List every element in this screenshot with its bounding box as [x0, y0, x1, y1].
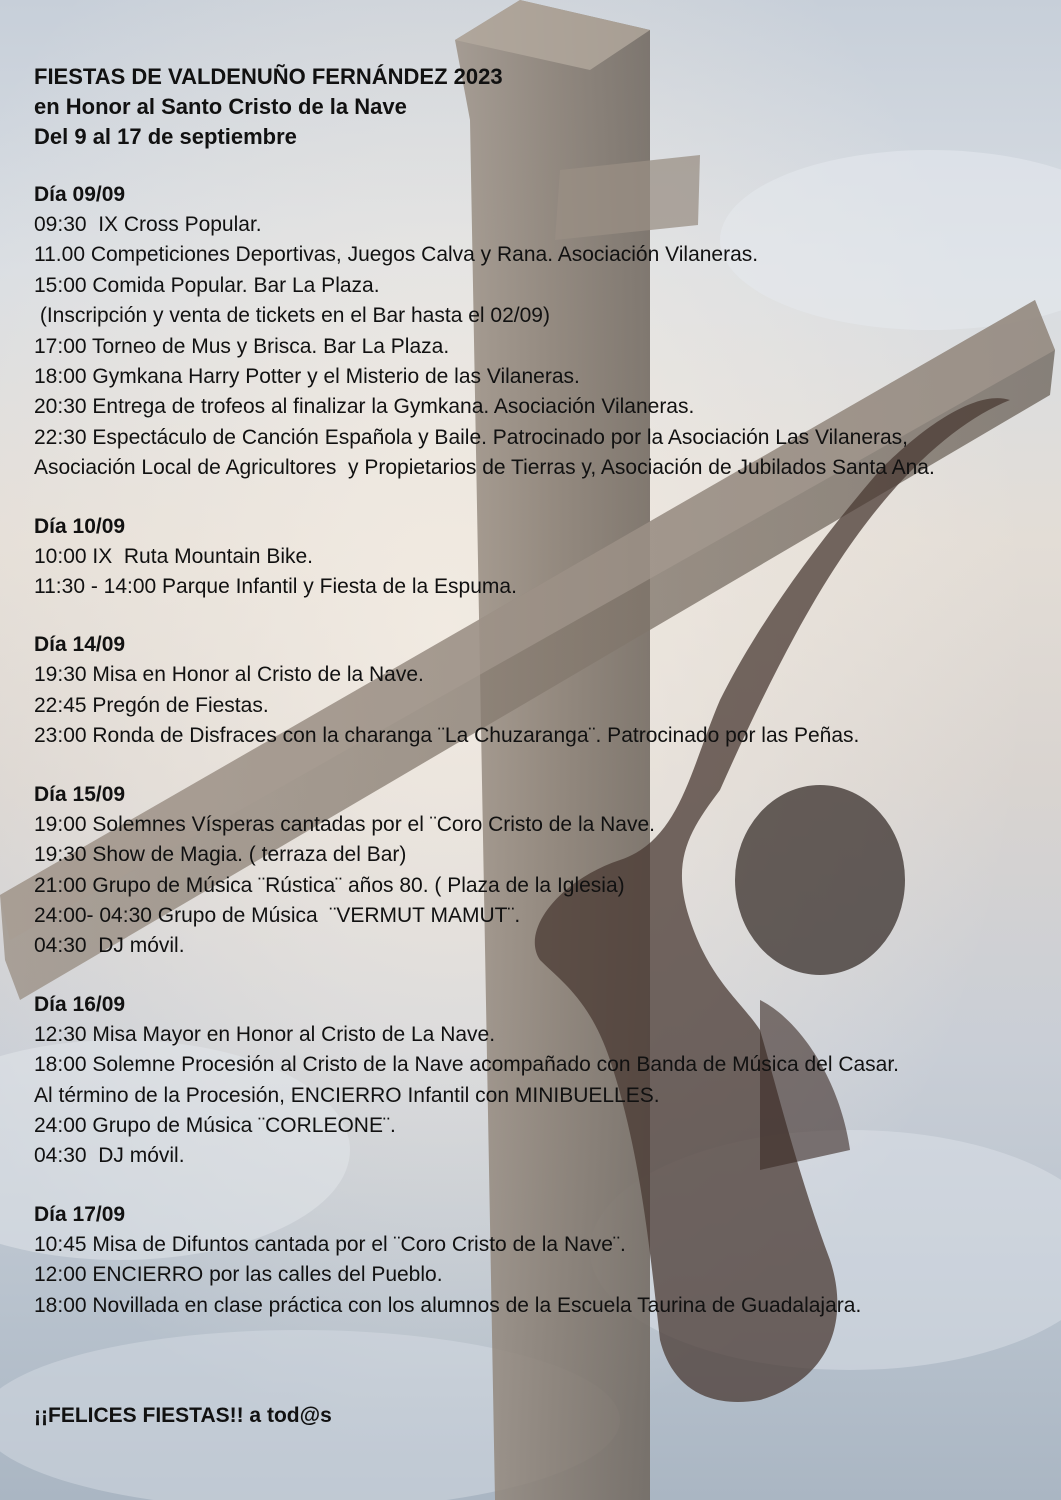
day-heading: Día 17/09 [34, 1202, 126, 1226]
event-title: FIESTAS DE VALDENUÑO FERNÁNDEZ 2023 [34, 64, 503, 89]
schedule-line: 18:00 Gymkana Harry Potter y el Misterio de las Vilaneras. [34, 365, 580, 389]
day-section-1709 [34, 1200, 1044, 1321]
day-heading: Día 09/09 [34, 183, 126, 206]
day-heading: Día 10/09 [34, 514, 126, 538]
schedule-line: 24:00 Grupo de Música ¨CORLEONE¨. [34, 1113, 396, 1137]
schedule-line: 10:00 IX Ruta Mountain Bike. [34, 544, 313, 568]
schedule-line: 22:45 Pregón de Fiestas. [34, 693, 269, 717]
schedule-line: 23:00 Ronda de Disfraces con la charanga ¨La Chuzaranga¨. Patrocinado por las Peñas. [34, 724, 860, 748]
closing-greeting: ¡¡FELICES FIESTAS!! a tod@s [34, 1404, 332, 1427]
schedule-line: 24:00- 04:30 Grupo de Música ¨VERMUT MAMUT¨. [34, 903, 521, 927]
schedule-line: 11.00 Competiciones Deportivas, Juegos Calva y Rana. Asociación Vilaneras. [34, 243, 759, 267]
day-heading: Día 16/09 [34, 992, 126, 1016]
day-section-1009 [34, 512, 1044, 603]
schedule-line: 15:00 Comida Popular. Bar La Plaza. [34, 273, 380, 297]
schedule-line: Al término de la Procesión, ENCIERRO Infantil con MINIBUELLES. [34, 1083, 660, 1107]
schedule-line: 11:30 - 14:00 Parque Infantil y Fiesta de la Espuma. [34, 575, 517, 599]
schedule-line: 19:30 Show de Magia. ( terraza del Bar) [34, 843, 407, 867]
day-section-1409 [34, 630, 1044, 751]
schedule-line: 22:30 Espectáculo de Canción Española y Baile. Patrocinado por la Asociación Las Vilaneras, [34, 425, 909, 449]
schedule-line: 04:30 DJ móvil. [34, 1144, 185, 1168]
schedule-line: 18:00 Solemne Procesión al Cristo de la Nave acompañado con Banda de Música del Casar. [34, 1053, 900, 1077]
schedule-line: 12:30 Misa Mayor en Honor al Cristo de La Nave. [34, 1022, 496, 1046]
schedule-line: 09:30 IX Cross Popular. [34, 213, 262, 236]
event-dates: Del 9 al 17 de septiembre [34, 124, 297, 149]
day-section-0909 [34, 180, 1044, 484]
schedule-line: Asociación Local de Agricultores y Propietarios de Tierras y, Asociación de Jubilados Santa Ana. [34, 456, 935, 480]
schedule-line: 18:00 Novillada en clase práctica con los alumnos de la Escuela Taurina de Guadalajara. [34, 1293, 862, 1317]
schedule-line: 17:00 Torneo de Mus y Brisca. Bar La Plaza. [34, 334, 450, 358]
schedule-line: (Inscripción y venta de tickets en el Bar hasta el 02/09) [34, 304, 550, 328]
day-section-1609 [34, 990, 1044, 1172]
program-document [34, 62, 1044, 1321]
day-section-1509 [34, 780, 1044, 962]
schedule-line: 20:30 Entrega de trofeos al finalizar la Gymkana. Asociación Vilaneras. [34, 395, 695, 419]
schedule-line: 21:00 Grupo de Música ¨Rústica¨ años 80. ( Plaza de la Iglesia) [34, 873, 625, 897]
schedule-line: 12:00 ENCIERRO por las calles del Pueblo. [34, 1263, 443, 1287]
day-heading: Día 14/09 [34, 633, 126, 657]
day-heading: Día 15/09 [34, 782, 126, 806]
schedule-line: 19:00 Solemnes Vísperas cantadas por el ¨Coro Cristo de la Nave. [34, 812, 655, 836]
schedule-line: 04:30 DJ móvil. [34, 934, 185, 958]
event-subtitle: en Honor al Santo Cristo de la Nave [34, 94, 407, 119]
schedule-line: 10:45 Misa de Difuntos cantada por el ¨Coro Cristo de la Nave¨. [34, 1232, 626, 1256]
schedule-line: 19:30 Misa en Honor al Cristo de la Nave. [34, 663, 424, 687]
